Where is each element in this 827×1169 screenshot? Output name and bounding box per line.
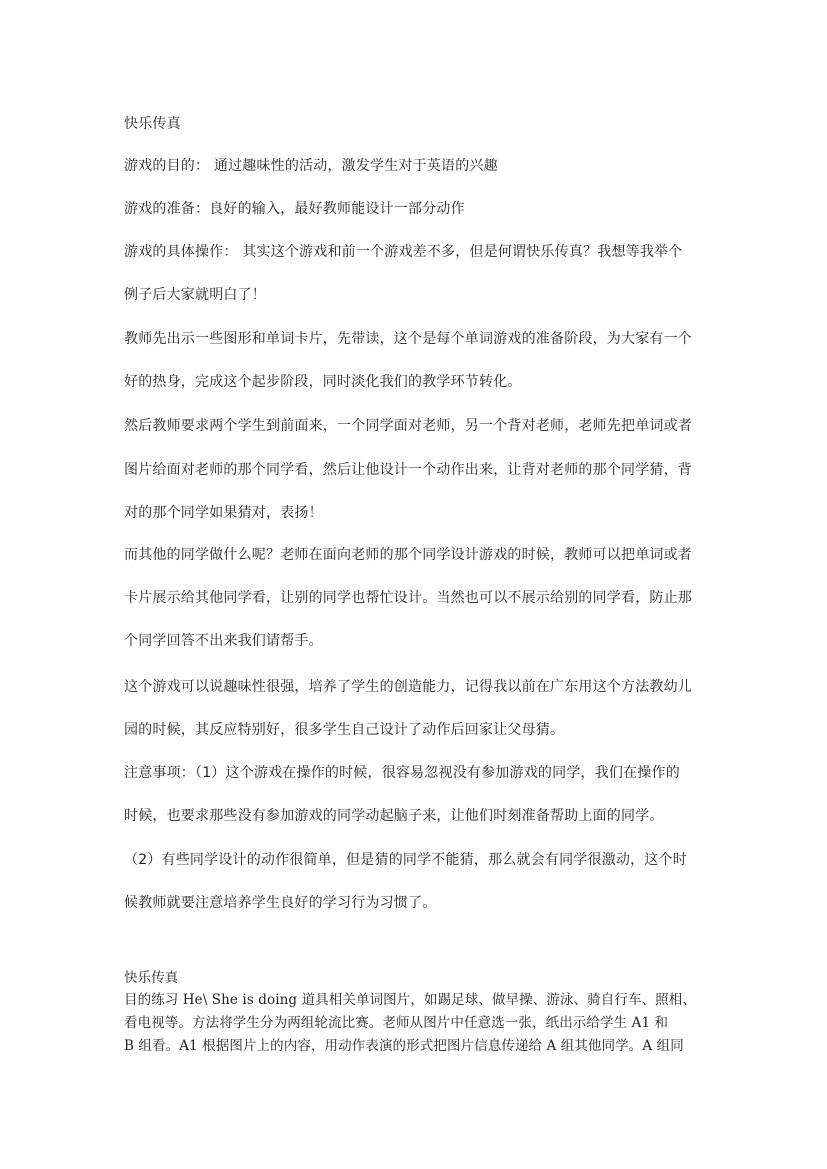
game-preparation: 游戏的准备：良好的输入，最好教师能设计一部分动作 [124, 201, 465, 217]
section2-line-1: 目的练习 He\ She is doing 道具相关单词图片，如踢足球、做早操、游泳、骑自行车、照相、 [124, 992, 696, 1008]
note2-line-2: 候教师就要注意培养学生良好的学习行为习惯了。 [124, 895, 437, 911]
operation-line-2: 例子后大家就明白了！ [124, 287, 266, 303]
notes-line-1: 注意事项：（1）这个游戏在操作的时候，很容易忽视没有参加游戏的同学，我们在操作的 [124, 765, 680, 781]
para4-line-1: 这个游戏可以说趣味性很强，培养了学生的创造能力，记得我以前在广东用这个方法教幼儿 [124, 679, 692, 695]
note2-line-1: （2）有些同学设计的动作很简单，但是猜的同学不能猜，那么就会有同学很激动，这个时 [124, 852, 687, 868]
para1-line-1: 教师先出示一些图形和单词卡片，先带读，这个是每个单词游戏的准备阶段，为大家有一个 [124, 331, 692, 347]
para3-line-2: 卡片展示给其他同学看，让别的同学也帮忙设计。当然也可以不展示给别的同学看，防止那 [124, 590, 692, 606]
doc-title: 快乐传真 [124, 116, 181, 132]
para1-line-2: 好的热身，完成这个起步阶段，同时淡化我们的教学环节转化。 [124, 374, 522, 390]
section2-title: 快乐传真 [124, 970, 179, 986]
operation-line-1: 游戏的具体操作： 其实这个游戏和前一个游戏差不多，但是何谓快乐传真？我想等我举个 [124, 244, 683, 260]
para3-line-1: 而其他的同学做什么呢？老师在面向老师的那个同学设计游戏的时候，教师可以把单词或者 [124, 547, 692, 563]
para4-line-2: 园的时候，其反应特别好，很多学生自己设计了动作后回家让父母猜。 [124, 722, 565, 738]
para2-line-1: 然后教师要求两个学生到前面来，一个同学面对老师，另一个背对老师，老师先把单词或者 [124, 418, 692, 434]
para2-line-2: 图片给面对老师的那个同学看，然后让他设计一个动作出来，让背对老师的那个同学猜，背 [124, 462, 692, 478]
para3-line-3: 个同学回答不出来我们请帮手。 [124, 633, 323, 649]
section2-line-3: B 组看。A1 根据图片上的内容，用动作表演的形式把图片信息传递给 A 组其他同学。A 组同 [124, 1038, 684, 1054]
para2-line-3: 对的那个同学如果猜对，表扬！ [124, 505, 323, 521]
section2-line-2: 看电视等。方法将学生分为两组轮流比赛。老师从图片中任意选一张，纸出示给学生 A1 和 [124, 1015, 669, 1031]
notes-line-2: 时候，也要求那些没有参加游戏的同学动起脑子来，让他们时刻准备帮助上面的同学。 [124, 808, 664, 824]
game-purpose: 游戏的目的： 通过趣味性的活动，激发学生对于英语的兴趣 [124, 158, 498, 174]
